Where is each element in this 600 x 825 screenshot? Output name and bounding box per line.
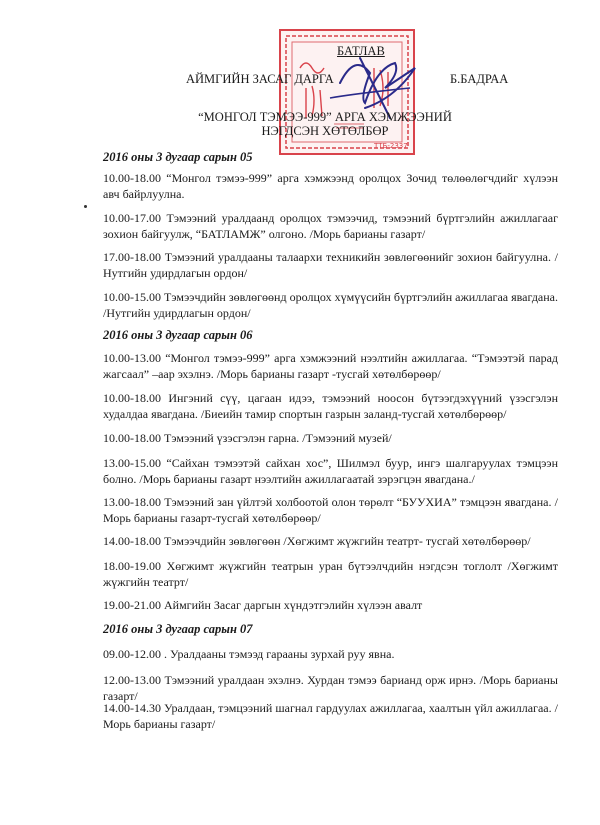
schedule-item: 09.00-12.00 . Уралдааны тэмээд гарааны зурхай руу явна. <box>103 647 395 661</box>
schedule-item: 18.00-19.00 Хөгжимт жүжгийн театрын уран бүтээлчдийн нэгдсэн тоглолт /Хөгжимт жүжгийн театрт/ <box>103 559 558 589</box>
schedule-item: 10.00-17.00 Тэмээний уралдаанд оролцох тэмээчид, тэмээний бүртгэлийн ажиллагааг зохион байгуулж, “БАТЛАМЖ” олгоно. /Морь барианы газарт/ <box>103 211 558 241</box>
schedule-item: 10.00-18.00 “Монгол тэмээ-999” арга хэмжээнд оролцох Зочид төлөөлөгчдийг хүлээн авч байрлуулна. <box>103 171 558 201</box>
margin-dot <box>84 205 87 208</box>
section-date: 2016 оны 3 дугаар сарын 06 <box>103 328 253 342</box>
schedule-item: 14.00-14.30 Уралдаан, тэмцээний шагнал гардуулах ажиллагаа, хаалтын үйл ажиллагаа. /Морь барианы газарт/ <box>103 701 558 731</box>
schedule-item: 10.00-15.00 Тэмээчдийн зөвлөгөөнд оролцох хүмүүсийн бүртгэлийн ажиллагаа явагдана. /Нутгийн удирдлагын ордон/ <box>103 290 558 320</box>
schedule-item: 19.00-21.00 Аймгийн Засаг даргын хүндэтгэлийн хүлээн авалт <box>103 598 423 612</box>
section-date: 2016 оны 3 дугаар сарын 05 <box>103 150 253 164</box>
schedule-item: 12.00-13.00 Тэмээний уралдаан эхэлнэ. Хурдан тэмээ барианд орж ирнэ. /Морь барианы газарт/ <box>103 673 558 703</box>
document-title-line2: НЭГДСЭН ХӨТӨЛБӨР <box>261 124 389 138</box>
schedule-item: 13.00-18.00 Тэмээний зан үйлтэй холбоотой олон төрөлт “БУУХИА” тэмцээн явагдана. /Морь барианы газарт-тусгай хөтөлбөрөөр/ <box>103 495 558 525</box>
approve-label: БАТЛАВ <box>337 44 385 58</box>
schedule-item: 10.00-13.00 “Монгол тэмээ-999” арга хэмжээний нээлтийн ажиллагаа. “Тэмээтэй парад жагсаал” –аар эхэлнэ. /Морь барианы газарт -тусгай хөтөлбөрөөр/ <box>103 351 558 381</box>
section-date: 2016 оны 3 дугаар сарын 07 <box>103 622 253 636</box>
stamp-number: ТТБ-2337 <box>374 142 408 150</box>
schedule-item: 13.00-15.00 “Сайхан тэмээтэй сайхан хос”, Шилмэл буур, ингэ шалгаруулах тэмцээн болно. /Морь барианы газарт нээлтийн ажиллагаатай зэрэгцэн явагдана./ <box>103 456 558 486</box>
schedule-item: 17.00-18.00 Тэмээний уралдааны талаархи техникийн зөвлөгөөнийг зохион байгуулна. /Нутгийн удирдлагын ордон/ <box>103 250 558 280</box>
document-title-line1: “МОНГОЛ ТЭМЭЭ-999” АРГА ХЭМЖЭЭНИЙ <box>198 110 452 124</box>
schedule-item: 14.00-18.00 Тэмээчдийн зөвлөгөөн /Хөгжимт жүжгийн театрт- тусгай хөтөлбөрөөр/ <box>103 534 531 548</box>
governor-name: Б.БАДРАА <box>450 72 509 86</box>
governor-title: АЙМГИЙН ЗАСАГ ДАРГА <box>186 72 334 86</box>
schedule-item: 10.00-18.00 Тэмээний үзэсгэлэн гарна. /Тэмээний музей/ <box>103 431 392 445</box>
schedule-item: 10.00-18.00 Ингэний сүү, цагаан идээ, тэмээний ноосон бүтээгдэхүүний үзэсгэлэн худалдаа явагдана. /Биеийн тамир спортын газрын заланд-тусгай хөтөлбөрөөр/ <box>103 391 558 421</box>
